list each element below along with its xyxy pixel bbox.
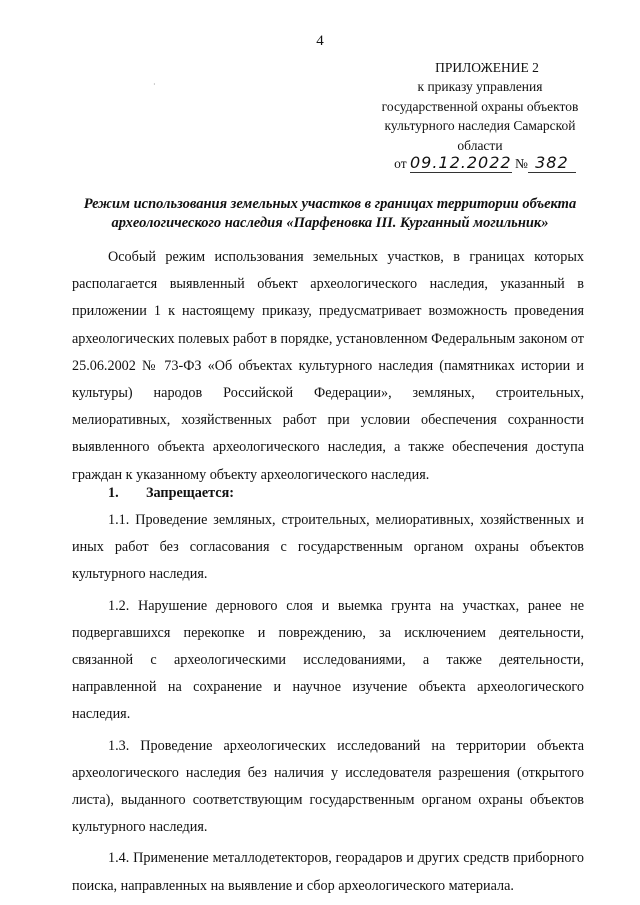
section-1-items — [72, 507, 584, 904]
title-line: археологического наследия «Парфеновка III. Курганный могильник» — [111, 215, 549, 231]
section-number: 1. — [108, 485, 119, 501]
title-line: Режим использования земельных участков в границах территории объекта — [83, 196, 577, 212]
appendix-line: к приказу управления — [417, 79, 543, 95]
order-number: 382 — [528, 153, 576, 173]
order-date: 09.12.2022 — [409, 153, 512, 173]
intro-section — [72, 244, 584, 489]
appendix-line: государственной охраны объектов — [381, 98, 579, 114]
order-number-prefix: № — [514, 156, 528, 172]
intro-paragraph: Особый режим использования земельных участков, в границах которых располагается выявленный объект археологического наследия, указанный в приложении 1 к настоящему приказу, предусматривает возможность проведения археологических полевых работ в порядке, установленном Федеральным законом от 25.06.2002 № 73-ФЗ «Об объектах культурного наследия (памятниках истории и культуры) народов Российской Федерации», земляных, строительных, мелиоративных, хозяйственных работ при условии обеспечения сохранности выявленного объекта археологического наследия, а также обеспечения доступа граждан к указанному объекту археологического наследия. — [72, 249, 584, 483]
list-item: 1.1. Проведение земляных, строительных, мелиоративных, хозяйственных и иных работ без согласования с государственным органом охраны объектов культурного наследия. — [72, 512, 584, 583]
appendix-line: области — [457, 137, 503, 153]
appendix-line: культурного наследия Самарской — [384, 118, 576, 134]
scan-mark: · — [153, 80, 156, 89]
list-item: 1.3. Проведение археологических исследований на территории объекта археологического наследия без наличия у исследователя разрешения (открытого листа), выданного соответствующим государственным органом охраны объектов культурного наследия. — [72, 737, 584, 836]
list-item: 1.2. Нарушение дернового слоя и выемка грунта на участках, ранее не подвергавшихся перекопке и повреждению, за исключением деятельности, связанной с археологическими исследованиями, а также деятельности, направленной на сохранение и научное изучение объекта археологического наследия. — [72, 597, 584, 723]
page-number: 4 — [316, 33, 324, 49]
appendix-title: ПРИЛОЖЕНИЕ 2 — [435, 60, 539, 75]
section-heading: Запрещается: — [146, 485, 234, 501]
list-item: 1.4. Применение металлодетекторов, георадаров и других средств приборного поиска, направленных на выявление и сбор археологического материала. — [72, 850, 584, 894]
section-1-heading — [72, 480, 584, 507]
order-reference — [372, 153, 588, 173]
document-title — [80, 195, 580, 233]
order-prefix: от — [394, 156, 407, 172]
appendix-header — [372, 58, 588, 173]
